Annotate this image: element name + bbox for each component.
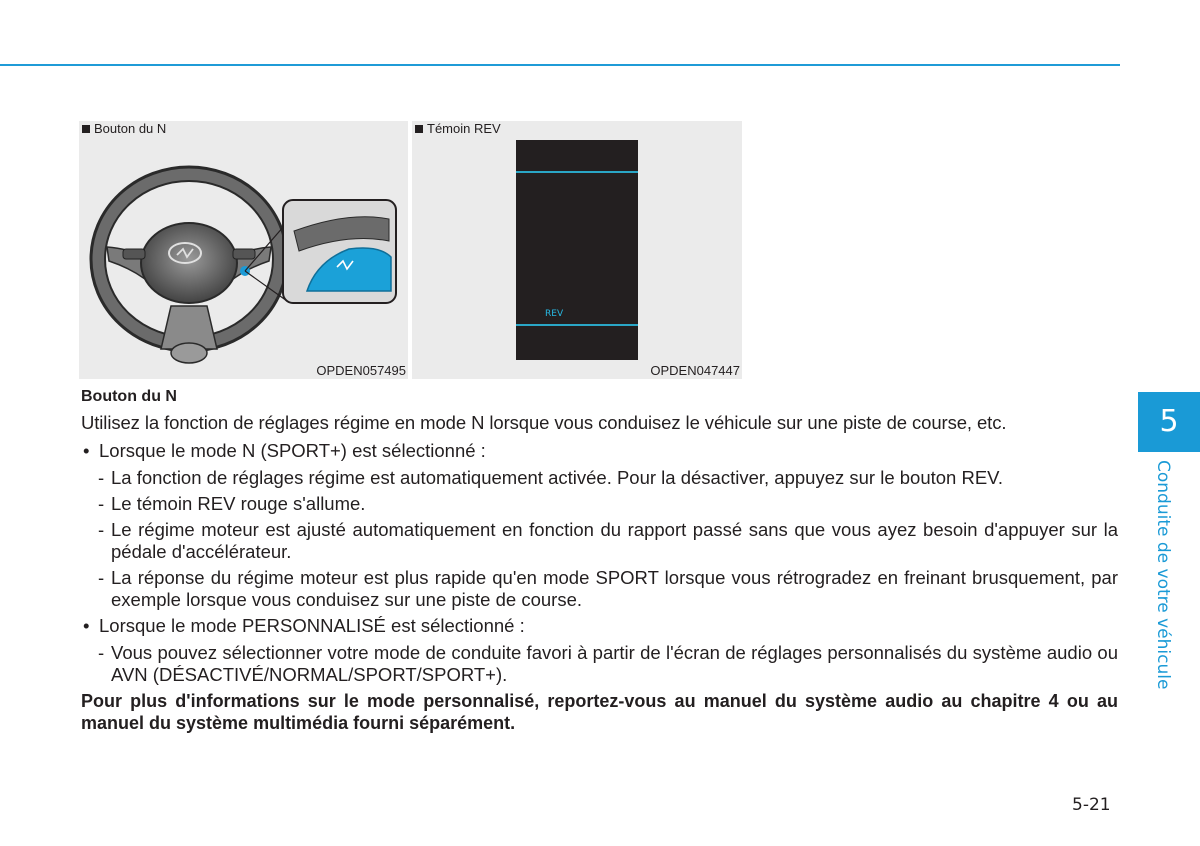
chapter-number-tab: 5 bbox=[1138, 392, 1200, 452]
figure-caption bbox=[415, 121, 501, 137]
steering-wheel-illustration bbox=[79, 121, 408, 379]
figure-rev-indicator bbox=[412, 121, 742, 379]
dash-item bbox=[81, 642, 1118, 686]
dash-item bbox=[81, 519, 1118, 563]
figure-steering-wheel bbox=[79, 121, 408, 379]
dash-mark: - bbox=[98, 493, 105, 514]
dash-text: La fonction de réglages régime est automatiquement activée. Pour la désactiver, appuyez sur le bouton REV. bbox=[111, 467, 1003, 488]
intro-paragraph: Utilisez la fonction de réglages régime en mode N lorsque vous conduisez le véhicule sur une piste de course, etc. bbox=[81, 412, 1007, 433]
cluster-display bbox=[516, 140, 638, 360]
bullet-item bbox=[81, 440, 1118, 462]
page-number: 5-21 bbox=[1072, 795, 1111, 815]
figure-code: OPDEN057495 bbox=[316, 363, 406, 378]
figure-code: OPDEN047447 bbox=[650, 363, 740, 378]
rev-indicator-label: REV bbox=[545, 309, 564, 319]
bullet-dot: • bbox=[83, 615, 90, 636]
header-rule bbox=[0, 64, 1120, 66]
dash-mark: - bbox=[98, 519, 105, 540]
dash-text: Le témoin REV rouge s'allume. bbox=[111, 493, 366, 514]
bullet-item bbox=[81, 615, 1118, 637]
bullet-dot: • bbox=[83, 440, 90, 461]
display-divider bbox=[516, 171, 638, 173]
dash-text: La réponse du régime moteur est plus rapide qu'en mode SPORT lorsque vous rétrogradez en freinant brusquement, par exemple lorsque vous conduisez sur une piste de course. bbox=[111, 567, 1118, 610]
dash-text: Vous pouvez sélectionner votre mode de conduite favori à partir de l'écran de réglages personnalisés du système audio ou AVN (DÉSACTIVÉ/NORMAL/SPORT/SPORT+). bbox=[111, 642, 1118, 685]
figure-caption-text: Témoin REV bbox=[427, 121, 501, 136]
chapter-title-vertical bbox=[1153, 460, 1173, 690]
square-bullet-icon bbox=[415, 125, 423, 133]
dash-item bbox=[81, 567, 1118, 611]
bullet-text: Lorsque le mode N (SPORT+) est sélectionné : bbox=[99, 440, 486, 461]
chapter-title-text: Conduite de votre véhicule bbox=[1153, 460, 1173, 690]
display-divider bbox=[516, 324, 638, 326]
dash-mark: - bbox=[98, 467, 105, 488]
dash-mark: - bbox=[98, 642, 105, 663]
dash-mark: - bbox=[98, 567, 105, 588]
info-note: Pour plus d'informations sur le mode personnalisé, reportez-vous au manuel du système audio au chapitre 4 ou au manuel du système multimédia fourni séparément. bbox=[81, 691, 1118, 733]
dash-text: Le régime moteur est ajusté automatiquement en fonction du rapport passé sans que vous ayez besoin d'appuyer sur la pédale d'accélérateur. bbox=[111, 519, 1118, 562]
section-heading: Bouton du N bbox=[81, 388, 177, 405]
dash-item bbox=[81, 467, 1118, 489]
main-content bbox=[81, 386, 1118, 734]
dash-item bbox=[81, 493, 1118, 515]
bullet-text: Lorsque le mode PERSONNALISÉ est sélectionné : bbox=[99, 615, 525, 636]
figure-caption-text: Bouton du N bbox=[94, 121, 167, 136]
